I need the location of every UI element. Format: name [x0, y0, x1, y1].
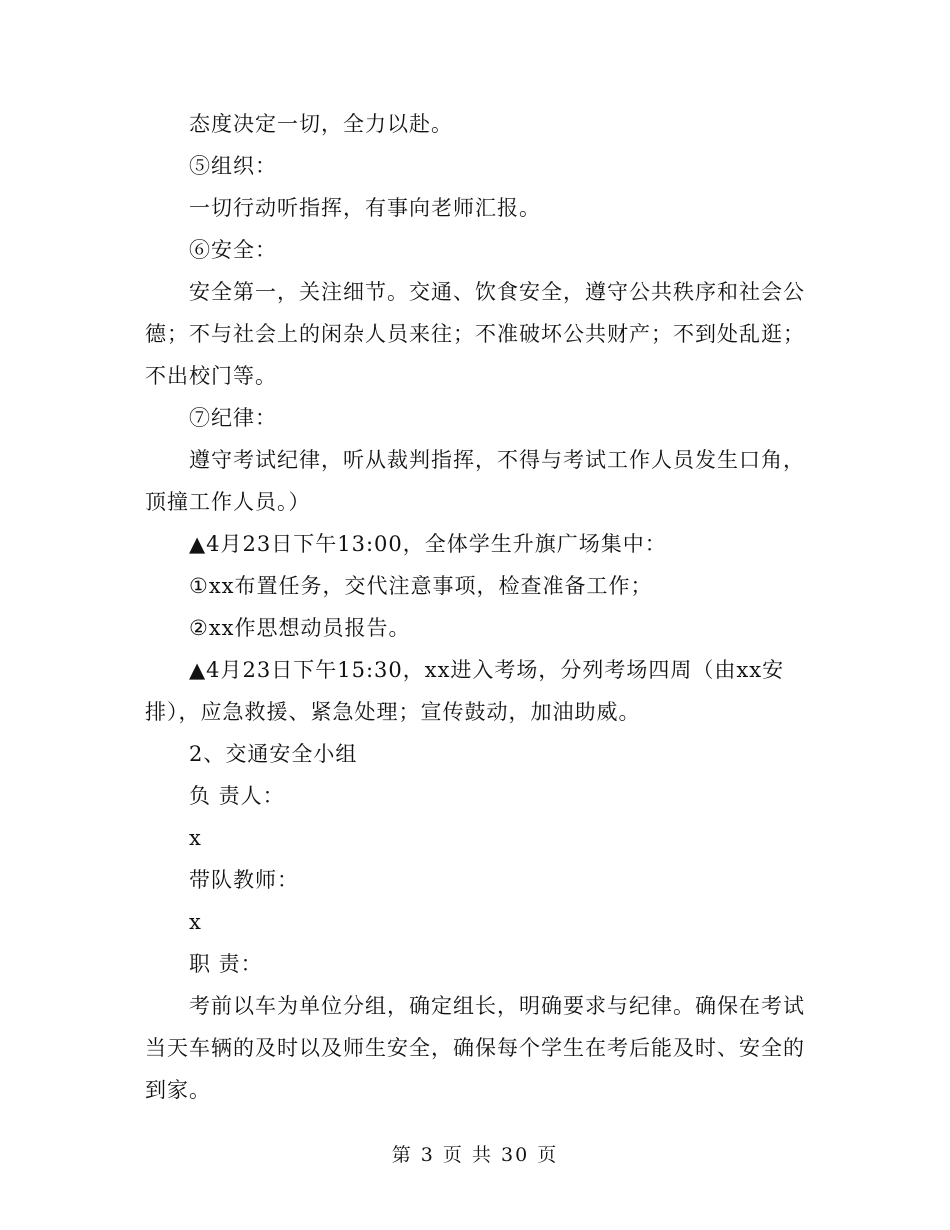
- paragraph: 职 责：: [189, 952, 263, 976]
- paragraph: 带队教师：: [189, 868, 299, 892]
- paragraph: 负 责人：: [189, 784, 285, 808]
- paragraph: ⑥安全：: [189, 238, 277, 262]
- paragraph: ▲4月23日下午13:00，全体学生升旗广场集中：: [189, 532, 667, 556]
- paragraph: x: [189, 826, 202, 850]
- paragraph: ▲4月23日下午15:30，xx进入考场，分列考场四周（由xx安排），应急救援、紧急处理；宣传鼓动，加油助威。: [145, 658, 785, 724]
- paragraph: ⑦纪律：: [189, 406, 277, 430]
- section-heading: 2、交通安全小组: [189, 742, 358, 766]
- paragraph: ⑤组织：: [189, 154, 277, 178]
- paragraph: ②xx作思想动员报告。: [189, 616, 411, 640]
- paragraph: 考前以车为单位分组，确定组长，明确要求与纪律。确保在考试当天车辆的及时以及师生安全，确保每个学生在考后能及时、安全的到家。: [145, 994, 805, 1102]
- paragraph: 安全第一，关注细节。交通、饮食安全，遵守公共秩序和社会公德；不与社会上的闲杂人员来往；不准破坏公共财产；不到处乱逛；不出校门等。: [145, 280, 805, 388]
- paragraph: x: [189, 910, 202, 934]
- page-footer: 第 3 页 共 30 页: [391, 1144, 559, 1166]
- paragraph: 遵守考试纪律，听从裁判指挥，不得与考试工作人员发生口角，顶撞工作人员。）: [145, 448, 805, 514]
- paragraph: 一切行动听指挥，有事向老师汇报。: [189, 196, 541, 220]
- paragraph: ①xx布置任务，交代注意事项，检查准备工作；: [189, 574, 653, 598]
- paragraph: 态度决定一切，全力以赴。: [189, 112, 453, 136]
